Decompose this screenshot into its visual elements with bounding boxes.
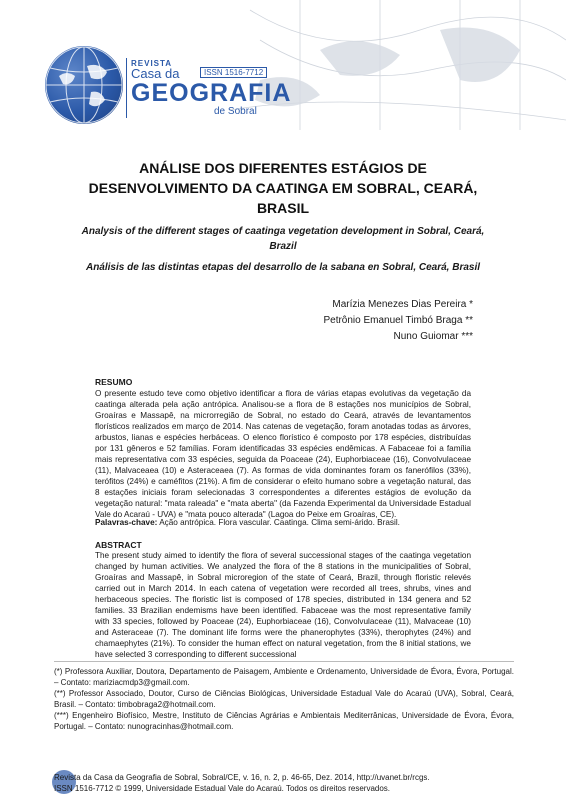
abstract-heading: ABSTRACT xyxy=(95,540,142,550)
logo-divider xyxy=(126,58,127,118)
footnote-item: (***) Engenheiro Biofísico, Mestre, Instituto de Ciências Agrárias e Ambientais Mediterrânicas, Universidade de Évora, Évora, Portugal. – Contato: nunogracinhas@hotmail.com. xyxy=(54,711,514,731)
journal-casa-label: Casa da xyxy=(131,66,180,81)
keywords-value: Ação antrópica. Flora vascular. Caatinga. Clima semi-árido. Brasil. xyxy=(159,518,400,527)
citation-line: Revista da Casa da Geografia de Sobral, Sobral/CE, v. 16, n. 2, p. 46-65, Dez. 2014, http://uvanet.br/rcgs. xyxy=(54,773,430,782)
journal-name: GEOGRAFIA xyxy=(131,79,292,107)
paper-title: ANÁLISE DOS DIFERENTES ESTÁGIOS DE DESENVOLVIMENTO DA CAATINGA EM SOBRAL, CEARÁ, BRASIL xyxy=(88,160,478,216)
author-name: Nuno Guiomar *** xyxy=(393,331,473,342)
keywords-label: Palavras-chave: xyxy=(95,518,158,527)
resumo-heading: RESUMO xyxy=(95,377,133,387)
citation-block xyxy=(54,772,514,794)
footnote-divider xyxy=(54,661,514,662)
footnote-item: (*) Professora Auxiliar, Doutora, Departamento de Paisagem, Ambiente e Ordenamento, Universidade de Évora, Évora, Portugal. – Contato: mariziacmdp3@gmail.com. xyxy=(54,667,514,687)
citation-line: ISSN 1516-7712 © 1999, Universidade Estadual Vale do Acaraú. Todos os direitos reservados. xyxy=(54,784,391,793)
journal-sobral-label: de Sobral xyxy=(214,106,257,117)
paper-title-spanish: Análisis de las distintas etapas del desarrollo de la sabana en Sobral, Ceará, Brasil xyxy=(85,262,481,273)
globe-logo-icon xyxy=(45,46,123,124)
journal-issn-badge: ISSN 1516-7712 xyxy=(200,67,267,78)
journal-revista-label: REVISTA xyxy=(131,59,173,68)
footnote-item: (**) Professor Associado, Doutor, Curso de Ciências Biológicas, Universidade Estadual Vale do Acaraú (UVA), Sobral, Ceará, Brasil. – Contato: timbobraga2@hotmail.com. xyxy=(54,689,514,709)
author-name: Marízia Menezes Dias Pereira * xyxy=(332,299,473,310)
abstract-text: The present study aimed to identify the flora of several successional stages of the caatinga vegetation changed by human activities. We analyzed the flora of the 8 stations in the municipalities of Sobral, Groaíras and Massapê, in Sobral microregion of the state of Ceará, Brazil, through floristic relevés carried out in March 2014. In each catena of vegetation were recorded all trees, shrubs, vines and herbaceous species. The floristic list is composed of 178 species, distributed in 134 genera and 52 families. 33 Brazilian endemisms have been identified. Fabaceae was the most representative family with 33 species, followed by Poaceae (24), Euphorbiaceae (16), Convolvulaceae (11), Malvaceae (10) and Asteraceae (7). The dominant life forms were the phanerophytes (33%), therophytes (24%) and chamaephytes (21%). To consider the human effect on natural vegetation, from the 8 initial stations, we have selected 3 corresponding to different successional xyxy=(95,551,471,659)
paper-title-english: Analysis of the different stages of caatinga vegetation development in Sobral, Ceará, Brazil xyxy=(81,226,485,252)
footnotes xyxy=(54,666,514,732)
journal-header xyxy=(0,0,566,140)
author-name: Petrônio Emanuel Timbó Braga ** xyxy=(323,315,473,326)
resumo-text: O presente estudo teve como objetivo identificar a flora de várias etapas evolutivas da vegetação da caatinga alterada pela ação antrópica. Analisou-se a flora de 8 estações nos municípios de Sobral, Groaíras e Massapê, na microrregião de Sobral, no estado do Ceará, através de levantamentos florísticos realizados em março de 2014. Nas catenas de vegetação, foram anotadas todas as árvores, arbustos, lianas e espécies herbáceas. O elenco florístico é composto por 178 espécies, distribuídas por 131 gêneros e 52 famílias. Foram identificadas 33 espécies endêmicas. A Fabaceae foi a família mais representativa com 33 espécies, seguida da Poaceae (24), Euphorbiaceae (16), Convolvulaceae (11), Malvaceaea (10) e Asteraceaea (7). As formas de vida dominantes foram os fanerófilos (33%), terófitos (24%) e caméfitos (21%). A fim de considerar o efeito humano sobre a vegetação natural, das 8 estações iniciais foram selecionadas 3 correspondentes a diferentes estágios de evolução da vegetação natural: "mata raleada" e "mata aberta" (da Fazenda Experimental da Universidade Estadual Vale do Acaraú - UVA) e "mata pouco alterada" (Lagoa do Peixe em Groaíras, CE). xyxy=(95,389,471,519)
keywords-line xyxy=(95,518,400,527)
author-list xyxy=(323,297,473,345)
